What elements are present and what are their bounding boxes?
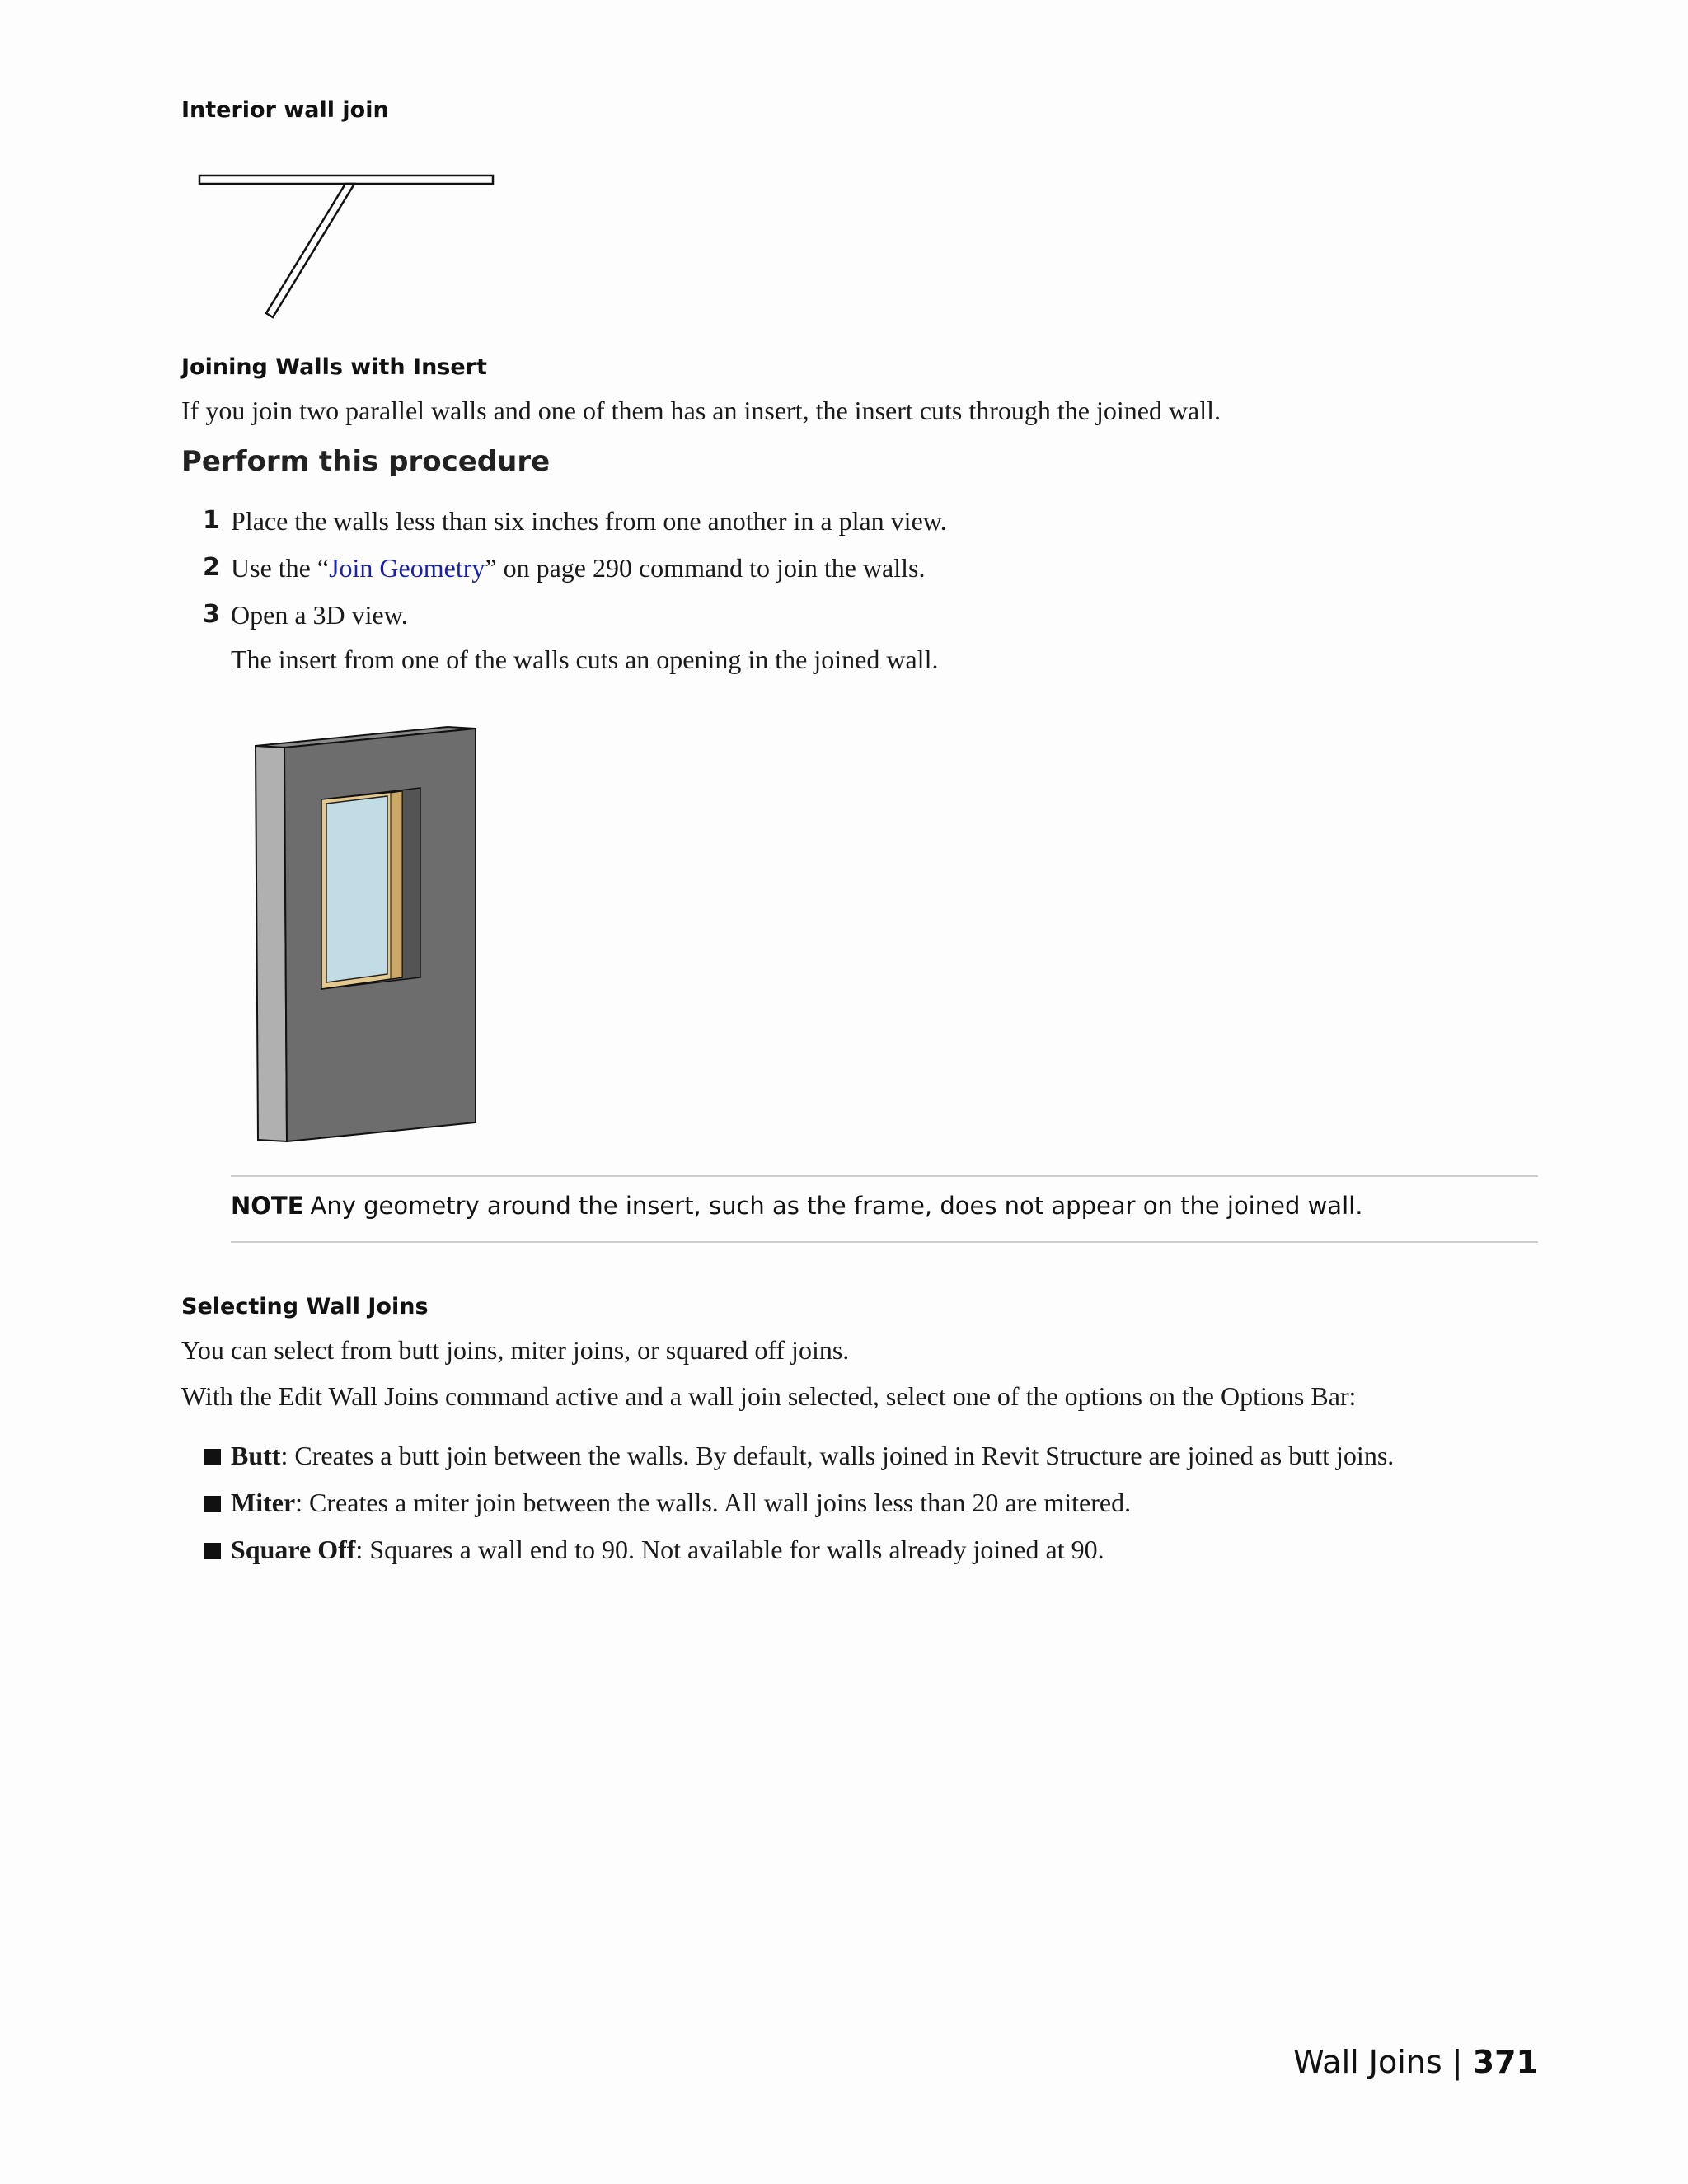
figure-caption: Interior wall join (181, 97, 389, 123)
note-label: NOTE (231, 1192, 304, 1220)
option-desc: : Squares a wall end to 90. Not available for walls already joined at 90. (355, 1535, 1104, 1564)
window-glass (326, 796, 387, 982)
angled-wall (266, 184, 354, 317)
step-1 (203, 506, 220, 535)
join-geometry-link[interactable]: Join Geometry (329, 553, 485, 583)
wall-join-diagram (190, 165, 503, 326)
page-footer (1293, 2044, 1538, 2080)
bullet-marker (204, 1496, 221, 1516)
wall-3d-view (247, 717, 486, 1146)
wall-side (256, 746, 287, 1141)
step-3-result: The insert from one of the walls cuts an opening in the joined wall. (231, 644, 939, 674)
horizontal-wall (199, 176, 493, 184)
footer-separator: | (1451, 2044, 1463, 2080)
procedure-heading: Perform this procedure (181, 445, 551, 478)
step-3 (203, 600, 220, 629)
step-2-suffix: ” on page 290 command to join the walls. (485, 553, 926, 583)
window-jamb (391, 791, 402, 979)
step-2 (203, 553, 220, 582)
step-1-text: Place the walls less than six inches from one another in a plan view. (231, 506, 947, 536)
option-miter (231, 1486, 1131, 1519)
option-desc: : Creates a miter join between the walls. All wall joins less than 20 are mitered. (295, 1488, 1132, 1517)
option-term: Butt (231, 1441, 281, 1470)
bullet-marker (204, 1449, 221, 1469)
step-2-prefix: Use the “ (231, 553, 330, 583)
option-square-off (231, 1533, 1104, 1566)
note-rule-top (231, 1175, 1538, 1177)
page-number: 371 (1472, 2044, 1538, 2080)
section-intro: If you join two parallel walls and one of them has an insert, the insert cuts through the joined wall. (181, 396, 1221, 425)
section-title-joining-walls: Joining Walls with Insert (181, 354, 487, 380)
step-number: 1 (203, 506, 220, 535)
bullet-marker (204, 1543, 221, 1563)
note-rule-bottom (231, 1241, 1538, 1243)
section2-para2: With the Edit Wall Joins command active and a wall join selected, select one of the options on the Options Bar: (181, 1381, 1357, 1411)
option-butt (231, 1439, 1394, 1472)
note-text: Any geometry around the insert, such as the frame, does not appear on the joined wall. (310, 1192, 1363, 1220)
step-number: 3 (203, 600, 220, 629)
step-number: 2 (203, 553, 220, 582)
option-term: Square Off (231, 1535, 356, 1564)
step-2-text (231, 551, 925, 584)
section-title-selecting-wall-joins: Selecting Wall Joins (181, 1294, 429, 1319)
step-3-text: Open a 3D view. (231, 600, 408, 630)
note (231, 1192, 1362, 1220)
footer-section: Wall Joins (1293, 2044, 1442, 2080)
option-term: Miter (231, 1488, 296, 1517)
option-desc: : Creates a butt join between the walls. By default, walls joined in Revit Structure are joined as butt joins. (280, 1441, 1395, 1470)
section2-para1: You can select from butt joins, miter joins, or squared off joins. (181, 1335, 850, 1365)
